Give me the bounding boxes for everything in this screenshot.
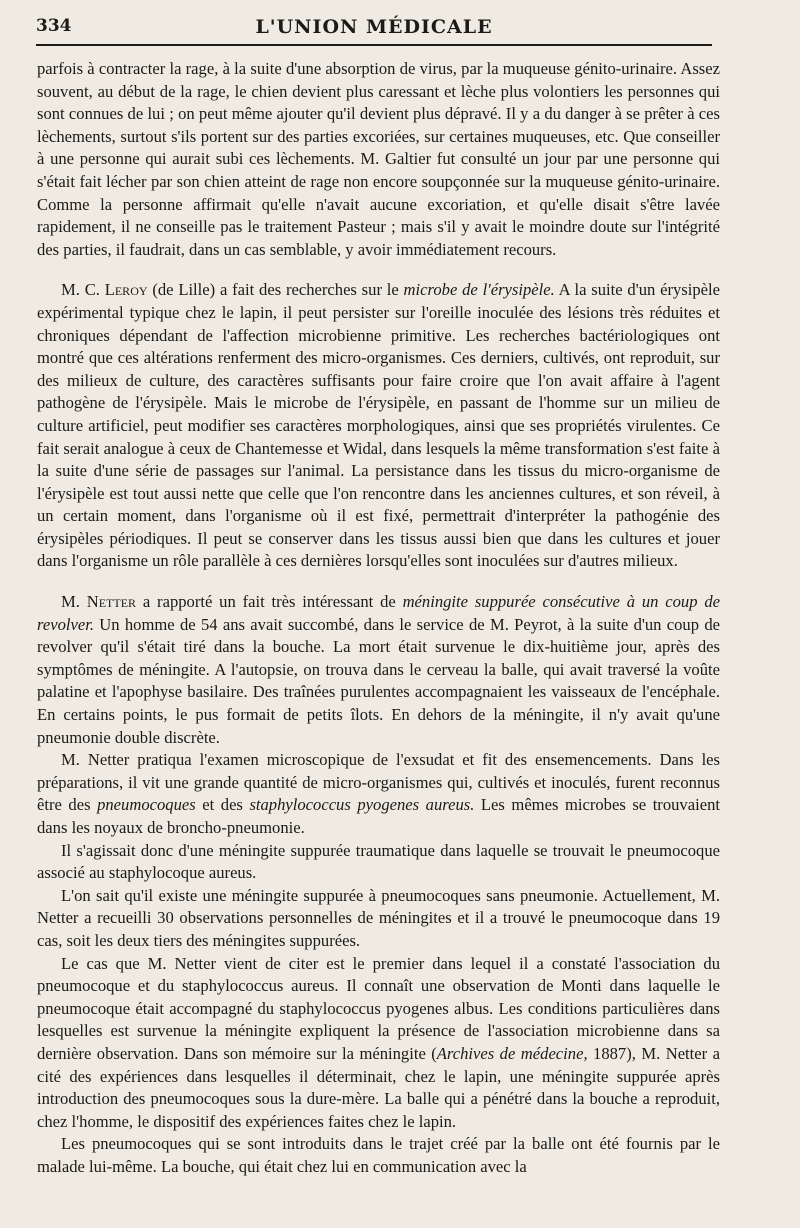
article-body: [37, 58, 720, 1179]
paragraph-post: 1887), M. Netter a cité des expériences dans lesquelles il déterminait, chez le lapin, une méningite suppurée après introduction des pneumocoques sous la dure-mère. La balle qui a pénétré dans la bouche a reproduit, chez l'homme, le dispositif des expériences faites chez le lapin.: [37, 1043, 720, 1131]
paragraph-final: [37, 1133, 720, 1178]
author-name: Netter: [86, 592, 137, 612]
paragraph-traumatique: [37, 840, 720, 885]
paragraph-text: Les pneumocoques qui se sont introduits dans le trajet créé par la balle ont été fournis par le malade lui-même. La bouche, qui était chez lui en communication avec la: [37, 1134, 720, 1176]
paragraph-text: Il s'agissait donc d'une méningite suppurée traumatique dans laquelle se trouvait le pneumocoque associé au staphylocoque aureus.: [37, 840, 720, 883]
paragraph-mid: et des: [195, 795, 250, 815]
paragraph-lead: M.: [61, 592, 87, 612]
paragraph-rage: [37, 58, 720, 261]
term-staphylococcus: staphylococcus pyogenes aureus.: [249, 795, 475, 815]
paragraph-leroy: [37, 279, 720, 573]
page-number: 334: [36, 16, 72, 36]
paragraph-mid: a rapporté un fait très intéressant de: [136, 592, 403, 612]
author-name: Leroy: [104, 280, 148, 300]
paragraph-mid: (de Lille) a fait des recherches sur le: [147, 280, 404, 300]
paragraph-text: parfois à contracter la rage, à la suite d'une absorption de virus, par la muqueuse génito-urinaire. Assez souvent, au début de la rage, le chien devient plus caressant et lèche plus volontiers les personnes qui sont connues de lui ; on peut même ajouter qu'il devient plus dépravé. Il y a du danger à se prêter à ces lèchements, surtout s'ils portent sur des parties excoriées, sur certaines muqueuses, etc. Que conseiller à une personne qui aurait subi ces lèchements. M. Galtier fut consulté un jour par une personne qui s'était fait lécher par son chien atteint de rage non encore soupçonnée sur la muqueuse génito-urinaire. Comme la personne affirmait qu'elle n'avait aucune excoriation, et qu'elle disait s'être lavée rapidement, il ne conseille pas le traitement Pasteur ; mais s'il y avait le moindre doute sur l'intégrité des parties, il faudrait, dans un cas semblable, y avoir immédiatement recours.: [37, 59, 720, 259]
term-pneumocoques: pneumocoques: [97, 795, 196, 815]
paragraph-post: Les mêmes microbes se trouvaient dans les noyaux de broncho-pneumonie.: [37, 795, 720, 837]
topic-title: microbe de l'érysipèle.: [403, 280, 555, 300]
paragraph-pre: Le cas que M. Netter vient de citer est le premier dans lequel il a constaté l'association du pneumocoque et du staphylococcus aureus. Il connaît une observation de Monti dans laquelle le pneumocoque était accompagné du staphylococcus pyogenes albus. Les conditions particulières dans lesquelles est survenue la méningite expliquent la présence de l'association microbienne dans sa dernière observation. Dans son mémoire sur la méningite (: [37, 953, 720, 1063]
paragraph-observations: [37, 885, 720, 953]
page-header: [36, 16, 712, 42]
paragraph-text: A la suite d'un érysipèle expérimental typique chez le lapin, il peut persister sur l'oreille inoculée des lésions très réduites et chroniques dépendant de l'affection microbienne primitive. Les recherches bactériologiques ont montré que ces altérations renferment des micro-organismes. Ces derniers, cultivés, ont reproduit, sur des milieux de culture, des caractères suffisants pour faire croire que l'on avait affaire à l'agent pathogène de l'érysipèle. Mais le microbe de l'érysipèle, en passant de l'homme sur un milieu de culture artificiel, peut modifier ses caractères morphologiques, ainsi que ses propriétés virulentes. Ce fait serait analogue à ceux de Chantemesse et Widal, dans lesquels la même transformation s'est faite à la suite d'une série de passages sur l'animal. La persistance dans les tissus du micro-organisme de l'érysipèle est tout aussi nette que celle que l'on rencontre dans les anciennes cultures, et son réveil, à un certain moment, dans l'organisme où il est fixé, permettrait d'interpréter la pathogénie des érysipèles périodiques. Il peut se conserver dans les tissus aussi bien que dans les cultures et jouer dans l'organisme un rôle parallèle à ces dernières lorsqu'elles sont inoculées sur d'autres milieux.: [37, 280, 720, 571]
paragraph-examen: [37, 749, 720, 839]
journal-title: L'UNION MÉDICALE: [255, 16, 493, 38]
paragraph-association: [37, 953, 720, 1134]
citation-title: Archives de médecine,: [436, 1043, 588, 1063]
paragraph-text: L'on sait qu'il existe une méningite suppurée à pneumocoques sans pneumonie. Actuellement, M. Netter a recueilli 30 observations personnelles de méningites et il a trouvé le pneumocoque dans 19 cas, soit les deux tiers des méningites suppurées.: [37, 885, 720, 950]
paragraph-netter: [37, 591, 720, 749]
paragraph-text: Un homme de 54 ans avait succombé, dans le service de M. Peyrot, à la suite d'un coup de revolver qu'il s'était tiré dans la bouche. La mort était survenue le dix-huitième jour, après des symptômes de méningite. A l'autopsie, on trouva dans le cerveau la balle, qui avait traversé la voûte palatine et l'apophyse basilaire. Des traînées purulentes accompagnaient les vaisseaux de l'encéphale. En certains points, le pus formait de petits îlots. En dehors de la méningite, il n'y avait qu'une pneumonie double discrète.: [37, 614, 720, 747]
paragraph-lead: M. C.: [61, 280, 105, 300]
paragraph-pre: M. Netter pratiqua l'examen microscopique de l'exsudat et fit des ensemencements. Dans les préparations, il vit une grande quantité de micro-organismes qui, cultivés et inoculés, furent reconnus être des: [37, 750, 720, 815]
topic-title: méningite suppurée consécutive à un coup de revolver.: [37, 592, 720, 634]
header-rule: [36, 44, 712, 46]
